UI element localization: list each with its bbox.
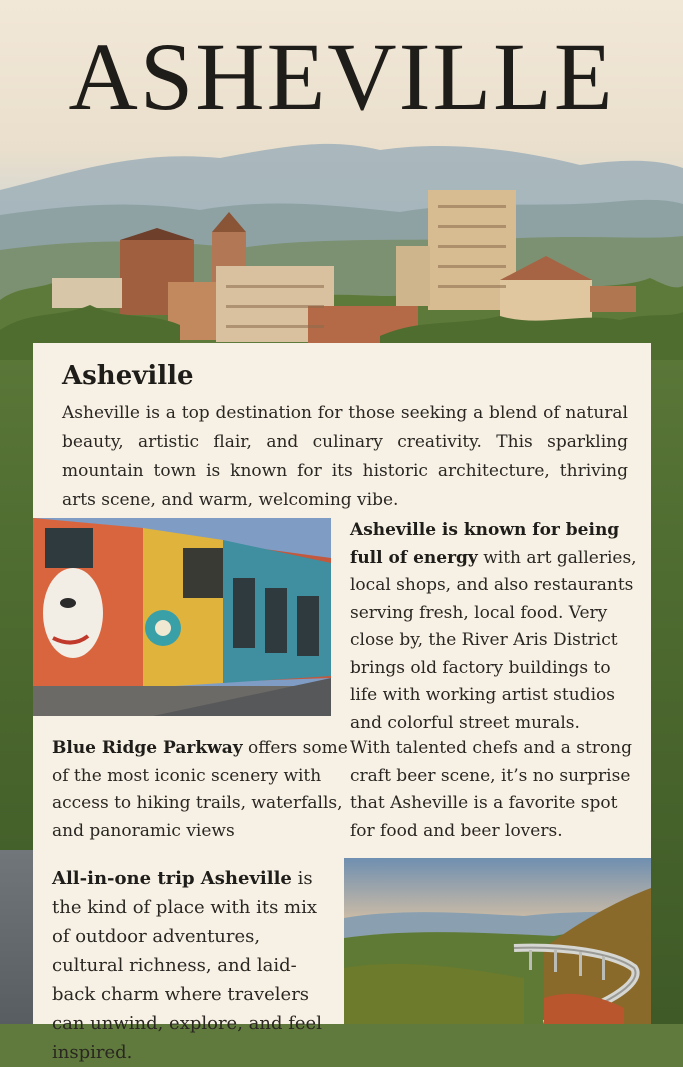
parkway-paragraph — [52, 735, 348, 845]
content-panel — [33, 343, 651, 1063]
intro-paragraph: Asheville is a top destination for those seeking a blend of natural beauty, artistic flair, and culinary creativity. This sparkling mountain town is known for its historic architecture, thriving arts scene, and warm, welcoming vibe. — [62, 403, 628, 510]
trip-lead: All-in-one trip Asheville — [52, 868, 292, 889]
parkway-body: offers some of the most iconic scenery with access to hiking trails, waterfalls, and panoramic views — [52, 738, 348, 841]
article-heading: Asheville — [62, 361, 194, 391]
parkway-lead: Blue Ridge Parkway — [52, 738, 243, 758]
trip-body: is the kind of place with its mix of outdoor adventures, cultural richness, and laid-back charm where travelers can unwind, explore, and feel inspired. — [52, 868, 322, 1063]
energy-paragraph — [350, 517, 640, 737]
page-title: ASHEVILLE — [68, 23, 615, 130]
energy-body: with art galleries, local shops, and also restaurants serving fresh, local food. Very close by, the River Aris District brings old factory buildings to life with working artist studios and colorful street murals. — [350, 547, 637, 733]
mural-photo — [33, 518, 331, 716]
trip-paragraph — [52, 864, 332, 1067]
energy-lead: Asheville is known for being full of energy — [350, 520, 620, 568]
chefs-paragraph: With talented chefs and a strong craft beer scene, it’s no surprise that Asheville is a favorite spot for food and beer lovers. — [350, 738, 632, 841]
parkway-photo — [344, 858, 651, 1024]
